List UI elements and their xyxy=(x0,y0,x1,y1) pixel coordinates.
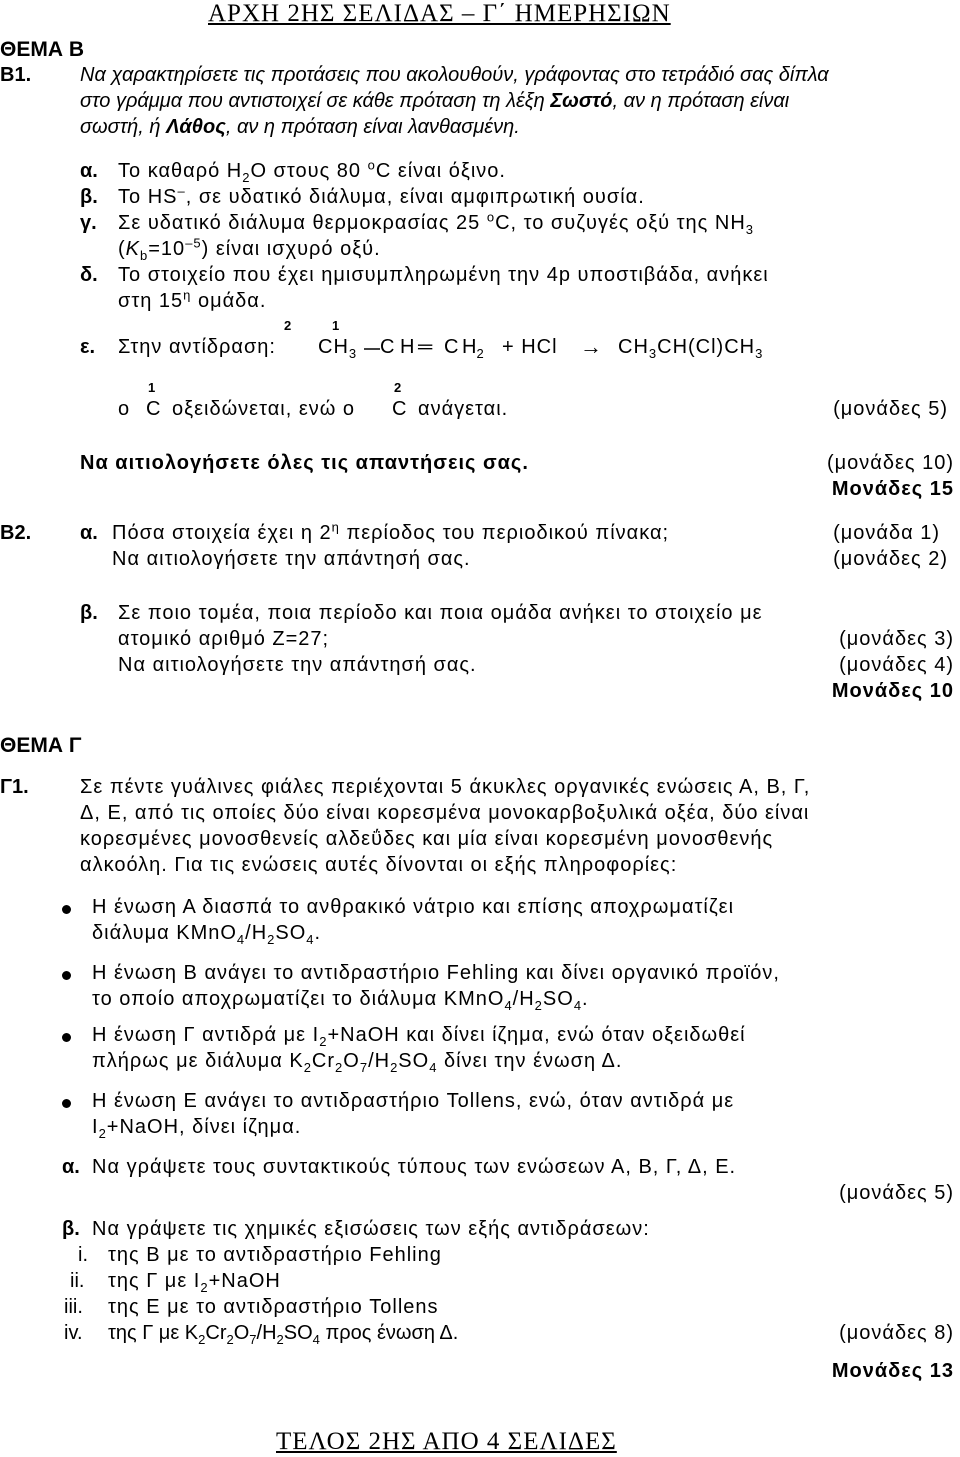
question-label-b1: Β1. xyxy=(0,64,32,86)
g1-r2 xyxy=(108,1270,281,1293)
b2-a-marks: (μονάδα 1) xyxy=(833,522,940,544)
g1-para-line4: αλκοόλη. Για τις ενώσεις αυτές δίνονται οι εξής πληροφορίες: xyxy=(80,854,678,876)
carbon-number-2b: 2 xyxy=(394,380,402,395)
b1-g-t2: C, το συζυγές οξύ της NH xyxy=(495,212,746,234)
g1-b3b-o: O xyxy=(343,1050,360,1072)
b1-intro2-correct: Σωστό xyxy=(550,90,613,112)
b1-d-t2b: ομάδα. xyxy=(191,290,267,312)
b2-b-marks: (μονάδες 3) xyxy=(839,628,954,650)
e2-text2: ανάγεται. xyxy=(418,398,509,420)
b2-total: Μονάδες 10 xyxy=(831,680,954,702)
rx-prod2-sub: 3 xyxy=(755,346,764,361)
b1-item-b xyxy=(118,183,645,209)
g1-b3b-end: δίνει την ένωση Δ. xyxy=(437,1050,623,1072)
reaction-plus-hcl: + HCl xyxy=(502,336,558,358)
g1-r4-so: SO xyxy=(283,1322,313,1344)
g1-r1-label: i. xyxy=(78,1244,88,1266)
b2-a-just-marks: (μονάδες 2) xyxy=(833,548,948,570)
page-header: ΑΡΧΗ 2ΗΣ ΣΕΛΙΔΑΣ – Γ΄ ΗΜΕΡΗΣΙΩΝ xyxy=(208,0,671,27)
e2-c2: C xyxy=(392,398,407,420)
bullet-icon xyxy=(62,1099,71,1108)
b1-intro-line1: Να χαρακτηρίσετε τις προτάσεις που ακολουθούν, γράφοντας στο τετράδιό σας δίπλα xyxy=(80,64,829,86)
g1-b3-pre: Η ένωση Γ αντιδρά με I xyxy=(92,1024,320,1046)
b1-d-t2a: στη 15 xyxy=(118,290,184,312)
question-label-b2: Β2. xyxy=(0,522,32,544)
g1-r4-s5: 4 xyxy=(312,1332,320,1347)
reaction-product xyxy=(618,336,763,359)
g1-b2-s1: 4 xyxy=(504,998,513,1013)
question-label-g1: Γ1. xyxy=(0,776,29,798)
e2-text1: οξειδώνεται, ενώ ο xyxy=(172,398,356,420)
b1-g2-t1: ( xyxy=(118,238,126,260)
g1-r4-pre: της Γ με K xyxy=(108,1322,199,1344)
g1-bullet4-line1: Η ένωση Ε ανάγει το αντιδραστήριο Tollens, ενώ, όταν αντιδρά με xyxy=(92,1090,735,1112)
b2-item-a xyxy=(112,519,670,545)
g1-b2-s3: 4 xyxy=(573,998,583,1013)
e2-c1: C xyxy=(146,398,161,420)
carbon-number-1: 1 xyxy=(332,318,340,333)
g1-item-a-label: α. xyxy=(62,1156,80,1178)
b1-a-sub: 2 xyxy=(242,170,251,185)
rx-h2: H xyxy=(462,336,477,358)
b2-item-b-line2: ατομικό αριθμό Z=27; xyxy=(118,628,330,650)
g1-b2-s2: 2 xyxy=(534,998,543,1013)
b2-a-justify: Να αιτιολογήσετε την απάντησή σας. xyxy=(112,548,471,570)
b1-intro3-text-end: , αν η πρόταση είναι λανθασμένη. xyxy=(225,116,520,138)
item-label-g: γ. xyxy=(80,212,97,234)
g1-r4-cr: Cr xyxy=(205,1322,227,1344)
g1-r4-end: προς ένωση Δ. xyxy=(319,1322,459,1344)
bullet-icon xyxy=(62,1033,71,1042)
b2-item-a-label: α. xyxy=(80,522,98,544)
g1-b3b-s2: 2 xyxy=(335,1060,344,1075)
g1-b4-end: +NaOH, δίνει ίζημα. xyxy=(106,1116,302,1138)
g1-b2-end: . xyxy=(582,988,589,1010)
g1-r4-s4: 2 xyxy=(276,1332,284,1347)
reaction-h: H xyxy=(400,336,415,358)
g1-r-marks: (μονάδες 8) xyxy=(839,1322,954,1344)
b1-total: Μονάδες 15 xyxy=(831,478,954,500)
b1-item-d-line1: Το στοιχείο που έχει ημισυμπληρωμένη την 4p υποστιβάδα, ανήκει xyxy=(118,264,769,286)
b1-intro2-text: στο γράμμα που αντιστοιχεί σε κάθε πρόταση τη λέξη xyxy=(80,90,551,112)
rx-prod1: CH xyxy=(618,336,649,358)
g1-r4 xyxy=(108,1322,458,1345)
b2-a-t2: περίοδος του περιοδικού πίνακα; xyxy=(339,522,670,544)
reaction-ch2 xyxy=(462,336,484,359)
g1-r1: της Β με το αντιδραστήριο Fehling xyxy=(108,1244,442,1266)
b2-a-t1: Πόσα στοιχεία έχει η 2 xyxy=(112,522,332,544)
b1-intro3-wrong: Λάθος xyxy=(166,116,226,138)
b1-g2-ksub: b xyxy=(140,248,149,263)
rx-prod2: CH(Cl)CH xyxy=(657,336,756,358)
g1-r4-o: O xyxy=(233,1322,250,1344)
item-label-b: β. xyxy=(80,186,98,208)
b2-b-justify: Να αιτιολογήσετε την απάντησή σας. xyxy=(118,654,477,676)
g1-b2-so: SO xyxy=(542,988,574,1010)
g1-b1-pre: διάλυμα KMnO xyxy=(92,922,237,944)
b1-d-sup: η xyxy=(183,287,192,303)
bullet-icon xyxy=(62,905,71,914)
section-title-g: ΘΕΜΑ Γ xyxy=(0,734,82,757)
g1-b3b-cr: Cr xyxy=(311,1050,336,1072)
carbon-number-1b: 1 xyxy=(148,380,156,395)
b1-a-sup: o xyxy=(367,157,376,173)
g1-bullet3-line2 xyxy=(92,1050,622,1073)
g1-bullet4-line2 xyxy=(92,1116,301,1139)
b1-item-d-line2 xyxy=(118,287,267,313)
g1-para-line3: κορεσμένες μονοσθενείς αλδεΰδες και μία είναι κορεσμένη μονοσθενής xyxy=(80,828,774,850)
g1-b2-pre: το οποίο αποχρωματίζει το διάλυμα KMnO xyxy=(92,988,505,1010)
b2-b-just-marks: (μονάδες 4) xyxy=(839,654,954,676)
g1-b3b-s1: 2 xyxy=(303,1060,312,1075)
g1-bullet1-line1: Η ένωση Α διασπά το ανθρακικό νάτριο και επίσης αποχρωματίζει xyxy=(92,896,735,918)
g1-b1-so: SO xyxy=(275,922,307,944)
g1-bullet2-line2 xyxy=(92,988,589,1011)
g1-bullet1-line2 xyxy=(92,922,321,945)
b1-marks-1: (μονάδες 5) xyxy=(833,398,948,420)
g1-r4-s1: 2 xyxy=(198,1332,206,1347)
e2-o: ο xyxy=(118,398,130,420)
b1-a-t2: O στους 80 xyxy=(250,160,368,182)
g1-b4-pre: I xyxy=(92,1116,99,1138)
rx-prod1-sub: 3 xyxy=(648,346,658,361)
b1-item-a xyxy=(118,157,506,185)
section-title-b: ΘΕΜΑ Β xyxy=(0,38,84,61)
b1-b-t1: Το HS xyxy=(118,186,178,208)
g1-bullet2-line1: Η ένωση Β ανάγει το αντιδραστήριο Fehling και δίνει οργανικό προϊόν, xyxy=(92,962,780,984)
g1-b3b-pre: πλήρως με διάλυμα K xyxy=(92,1050,304,1072)
reaction-c1: C xyxy=(444,336,459,358)
g1-r4-s3: 7 xyxy=(249,1332,257,1347)
b1-intro3-text: σωστή, ή xyxy=(80,116,167,138)
b1-a-t1: Το καθαρό H xyxy=(118,160,243,182)
g1-r2-pre: της Γ με I xyxy=(108,1270,201,1292)
g1-r3: της Ε με το αντιδραστήριο Tollens xyxy=(108,1296,439,1318)
rx-ch3-sub: 3 xyxy=(348,346,358,361)
b1-g-sup: o xyxy=(486,209,496,225)
reaction-equation xyxy=(318,336,357,359)
g1-r3-label: iii. xyxy=(64,1296,83,1318)
g1-b4-s: 2 xyxy=(98,1126,107,1141)
g1-bullet3-line1 xyxy=(92,1024,746,1047)
g1-b3b-s4: 2 xyxy=(390,1060,399,1075)
rx-ch3: CH xyxy=(318,336,349,358)
g1-b1-end: . xyxy=(314,922,322,944)
page-footer: ΤΕΛΟΣ 2ΗΣ ΑΠΟ 4 ΣΕΛΙΔΕΣ xyxy=(276,1428,617,1455)
g1-b3b-mid: /H xyxy=(368,1050,391,1072)
g1-r4-mid: /H xyxy=(256,1322,277,1344)
g1-r4-s2: 2 xyxy=(226,1332,234,1347)
b1-intro2-text-end: , αν η πρόταση είναι xyxy=(612,90,790,112)
g1-b3b-s5: 4 xyxy=(429,1060,438,1075)
item-label-a: α. xyxy=(80,160,98,182)
g1-total: Μονάδες 13 xyxy=(831,1360,954,1382)
b2-item-b-label: β. xyxy=(80,602,98,624)
b1-marks-2: (μονάδες 10) xyxy=(826,452,954,474)
g1-b3b-so: SO xyxy=(398,1050,430,1072)
b1-g-sub: 3 xyxy=(745,222,754,237)
b2-a-sup: η xyxy=(331,519,340,535)
double-bond: ═ xyxy=(418,336,433,358)
b1-a-t3: C είναι όξινο. xyxy=(375,160,506,182)
bullet-icon xyxy=(62,971,71,980)
g1-r2-label: ii. xyxy=(70,1270,85,1292)
g1-r2-end: +NaOH xyxy=(208,1270,281,1292)
b1-g2-sup: –5 xyxy=(185,235,202,251)
rx-h2-sub: 2 xyxy=(476,346,484,361)
g1-b2-mid: /H xyxy=(512,988,535,1010)
g1-para-line2: Δ, Ε, από τις οποίες δύο είναι κορεσμένα μονοκαρβοξυλικά οξέα, δύο είναι xyxy=(80,802,810,824)
g1-b1-s1: 4 xyxy=(236,932,246,947)
g1-b3-end: +NaOH και δίνει ίζημα, ενώ όταν οξειδωθεί xyxy=(327,1024,746,1046)
g1-r2-s: 2 xyxy=(200,1280,209,1295)
g1-r4-label: iv. xyxy=(64,1322,83,1344)
b1-g-t1: Σε υδατικό διάλυμα θερμοκρασίας 25 xyxy=(118,212,487,234)
g1-a-marks: (μονάδες 5) xyxy=(839,1182,954,1204)
reaction-c2: C xyxy=(380,336,396,358)
g1-b3b-s3: 7 xyxy=(359,1060,369,1075)
item-label-e: ε. xyxy=(80,336,96,358)
b2-item-b-line1: Σε ποιο τομέα, ποια περίοδο και ποια ομάδα ανήκει το στοιχείο με xyxy=(118,602,763,624)
b1-g2-k: K xyxy=(125,238,141,260)
b1-b-sup: – xyxy=(177,183,186,199)
g1-b1-s2: 2 xyxy=(267,932,276,947)
g1-item-b: Να γράψετε τις χημικές εξισώσεις των εξής αντιδράσεων: xyxy=(92,1218,650,1240)
b1-item-e-text: Στην αντίδραση: xyxy=(118,336,276,358)
b1-intro-line2 xyxy=(80,90,789,113)
b1-b-t2: , σε υδατικό διάλυμα, είναι αμφιπρωτική ουσία. xyxy=(185,186,645,208)
g1-item-b-label: β. xyxy=(62,1218,80,1240)
g1-b3-s: 2 xyxy=(319,1034,328,1049)
b1-g2-t2: =10 xyxy=(148,238,186,260)
b1-g2-t3: ) είναι ισχυρό οξύ. xyxy=(201,238,381,260)
b1-justify: Να αιτιολογήσετε όλες τις απαντήσεις σας. xyxy=(80,452,529,474)
b1-item-g-line1 xyxy=(118,209,954,237)
g1-b1-s3: 4 xyxy=(306,932,315,947)
g1-b1-mid: /H xyxy=(245,922,268,944)
b1-intro-line3 xyxy=(80,116,520,139)
carbon-number-2: 2 xyxy=(284,318,292,333)
item-label-d: δ. xyxy=(80,264,98,286)
g1-para-line1: Σε πέντε γυάλινες φιάλες περιέχονται 5 άκυκλες οργανικές ενώσεις Α, Β, Γ, xyxy=(80,776,811,798)
reaction-arrow-icon: → xyxy=(580,334,602,359)
b1-item-g-line2 xyxy=(118,235,381,263)
g1-item-a: Να γράψετε τους συντακτικούς τύπους των ενώσεων Α, Β, Γ, Δ, Ε. xyxy=(92,1156,737,1178)
single-bond-line xyxy=(364,347,380,351)
